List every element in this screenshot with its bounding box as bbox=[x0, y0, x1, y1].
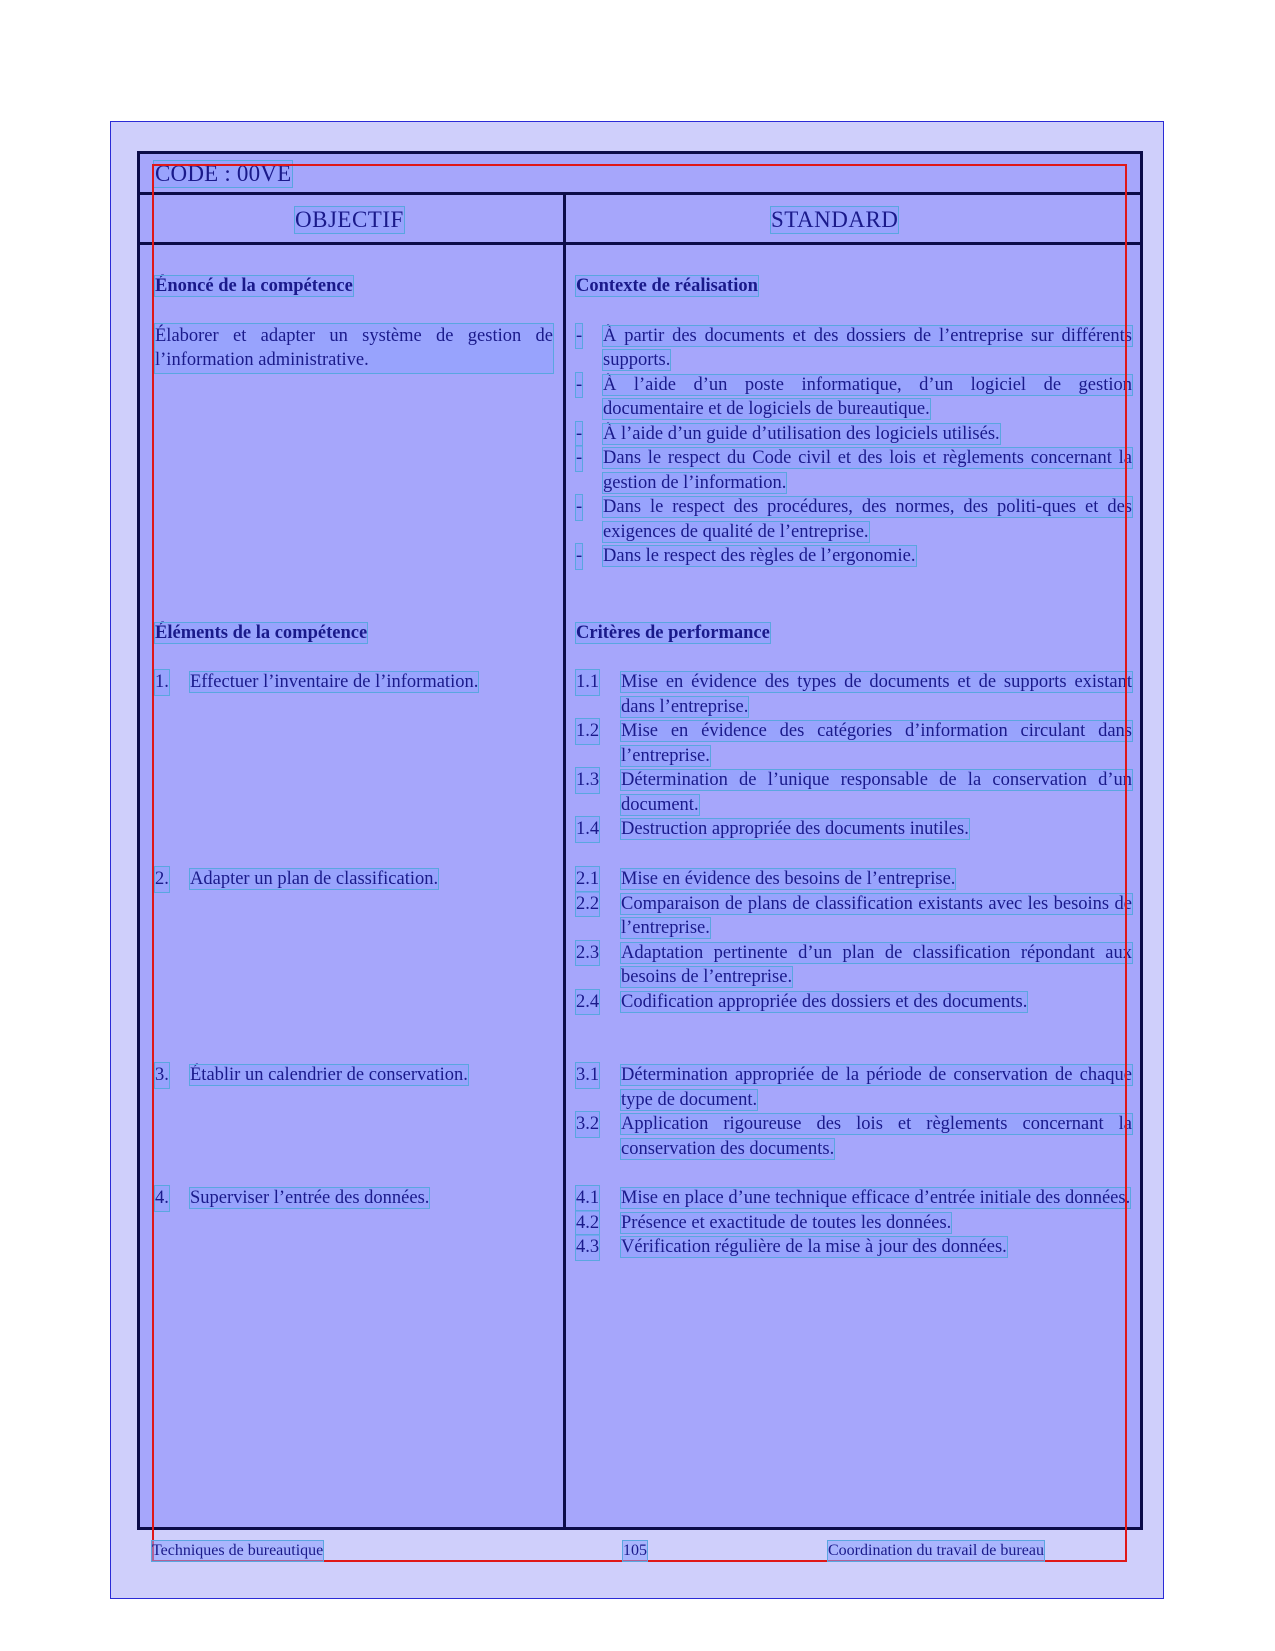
criteres-header bbox=[576, 621, 1132, 646]
critere-item: 1.2 Mise en évidence des catégories d’information circulant dans l’entreprise. bbox=[576, 721, 1132, 766]
competency-table bbox=[137, 151, 1143, 1530]
footer-right: Coordination du travail de bureau bbox=[828, 1542, 1044, 1559]
critere-item: 2.3 Adaptation pertinente d’un plan de classification répondant aux besoins de l’entreprise. bbox=[576, 942, 1132, 987]
competency-code: CODE : 00VE bbox=[155, 161, 292, 186]
critere-item: 4.2 Présence et exactitude de toutes les données. bbox=[576, 1211, 1132, 1236]
critere-item: 4.3 Vérification régulière de la mise à jour des données. bbox=[576, 1235, 1132, 1260]
critere-item: 1.4 Destruction appropriée des documents inutiles. bbox=[576, 817, 1132, 842]
table-header-row bbox=[140, 195, 1140, 245]
elements-header bbox=[155, 621, 553, 646]
critere-item: 3.2 Application rigoureuse des lois et règlements concernant la conservation des documents. bbox=[576, 1114, 1132, 1159]
contexte-item: - À l’aide d’un guide d’utilisation des logiciels utilisés. bbox=[576, 422, 1132, 447]
critere-item: 1.1 Mise en évidence des types de documents et de supports existant dans l’entreprise. bbox=[576, 672, 1132, 717]
criteres-title: Critères de performance bbox=[576, 623, 770, 643]
element-item: 1. Effectuer l’inventaire de l’information. bbox=[155, 670, 553, 695]
contexte-item: - Dans le respect des règles de l’ergonomie. bbox=[576, 544, 1132, 569]
element-item: 2. Adapter un plan de classification. bbox=[155, 867, 553, 892]
criteres-group bbox=[576, 1063, 1132, 1161]
contexte-item: - À partir des documents et des dossiers de l’entreprise sur différents supports. bbox=[576, 325, 1132, 370]
criteres-group bbox=[576, 867, 1132, 1014]
critere-item: 4.1 Mise en place d’une technique efficace d’entrée initiale des données. bbox=[576, 1186, 1132, 1211]
code-row bbox=[140, 154, 1140, 195]
criteres-group bbox=[576, 670, 1132, 842]
contexte-section bbox=[576, 274, 1132, 569]
enonce-title: Énoncé de la compétence bbox=[155, 276, 353, 296]
critere-item: 3.1 Détermination appropriée de la période de conservation de chaque type de document. bbox=[576, 1065, 1132, 1110]
contexte-item: - Dans le respect des procédures, des normes, des politi-ques et des exigences de qualité de l’entreprise. bbox=[576, 497, 1132, 542]
contexte-item: - À l’aide d’un poste informatique, d’un logiciel de gestion documentaire et de logiciels de bureautique. bbox=[576, 374, 1132, 419]
footer-page-number: 105 bbox=[623, 1542, 647, 1559]
critere-item: 1.3 Détermination de l’unique responsable de la conservation d’un document. bbox=[576, 770, 1132, 815]
header-standard: STANDARD bbox=[771, 207, 899, 232]
enonce-section bbox=[155, 274, 553, 373]
header-objectif: OBJECTIF bbox=[295, 207, 404, 232]
critere-item: 2.4 Codification appropriée des dossiers et des documents. bbox=[576, 990, 1132, 1015]
elements-title: Éléments de la compétence bbox=[155, 623, 368, 643]
critere-item: 2.1 Mise en évidence des besoins de l’entreprise. bbox=[576, 867, 1132, 892]
column-divider bbox=[563, 195, 566, 1527]
footer-left: Techniques de bureautique bbox=[152, 1542, 324, 1559]
element-item: 4. Superviser l’entrée des données. bbox=[155, 1186, 553, 1211]
enonce-text: Élaborer et adapter un système de gestion de l’information administrative. bbox=[155, 324, 553, 373]
critere-item: 2.2 Comparaison de plans de classification existants avec les besoins de l’entreprise. bbox=[576, 893, 1132, 938]
contexte-title: Contexte de réalisation bbox=[576, 276, 758, 296]
criteres-group bbox=[576, 1186, 1132, 1260]
contexte-item: - Dans le respect du Code civil et des lois et règlements concernant la gestion de l’information. bbox=[576, 448, 1132, 493]
element-item: 3. Établir un calendrier de conservation. bbox=[155, 1063, 553, 1088]
